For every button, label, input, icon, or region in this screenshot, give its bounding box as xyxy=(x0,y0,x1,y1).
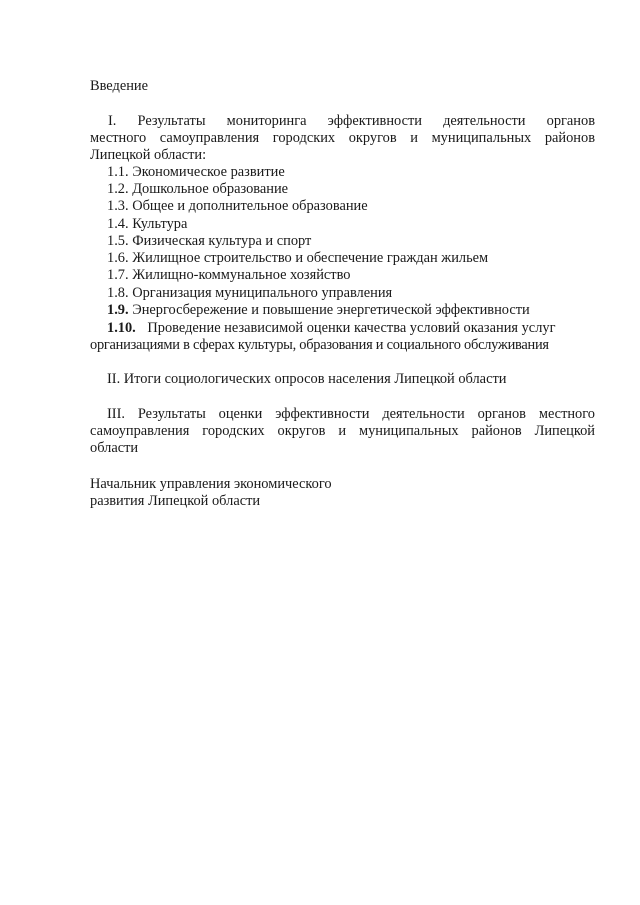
list-item xyxy=(107,250,488,267)
list-item xyxy=(107,267,350,284)
section-3-line-2: самоуправления городских округов и муниципальных районов Липецкой xyxy=(90,423,595,439)
item-text: Культура xyxy=(132,216,188,232)
section-3-line-3: области xyxy=(90,440,139,456)
item-number: 1.2. xyxy=(107,181,129,197)
signature-line-2: развития Липецкой области xyxy=(90,493,261,509)
item-text: Экономическое развитие xyxy=(132,164,285,180)
list-item xyxy=(107,181,288,198)
item-text: Жилищное строительство и обеспечение граждан жильем xyxy=(132,250,489,266)
section-2-heading xyxy=(107,371,612,388)
intro-text: Введение xyxy=(90,78,149,94)
section-1-line-2: местного самоуправления городских округов и муниципальных районов xyxy=(90,130,595,146)
list-item-continuation xyxy=(90,337,595,354)
section-1-line-3: Липецкой области: xyxy=(90,147,207,163)
intro-heading xyxy=(90,78,595,95)
item-number: 1.7. xyxy=(107,267,129,283)
item-number: 1.9. xyxy=(107,302,129,318)
item-number: 1.8. xyxy=(107,285,129,301)
item-number: 1.4. xyxy=(107,216,129,232)
item-text: Физическая культура и спорт xyxy=(132,233,312,249)
list-item xyxy=(107,302,530,319)
section-3-line-1: III. Результаты оценки эффективности деятельности органов местного xyxy=(107,406,595,422)
list-item xyxy=(107,198,368,215)
list-item xyxy=(107,216,187,233)
section-3-heading xyxy=(90,406,595,457)
item-10-line-2: организациями в сферах культуры, образования и социального обслуживания xyxy=(90,337,549,353)
list-item xyxy=(107,164,285,181)
signature-line-1: Начальник управления экономического xyxy=(90,476,332,492)
list-item xyxy=(107,233,311,250)
list-item xyxy=(107,285,392,302)
item-number: 1.1. xyxy=(107,164,129,180)
section-2-text: II. Итоги социологических опросов населения Липецкой области xyxy=(107,371,507,387)
item-text: Проведение независимой оценки качества условий оказания услуг xyxy=(147,320,556,336)
item-number: 1.6. xyxy=(107,250,129,266)
item-text: Общее и дополнительное образование xyxy=(132,198,368,214)
item-text: Жилищно-коммунальное хозяйство xyxy=(132,267,351,283)
section-1-heading xyxy=(90,113,595,164)
item-text: Энергосбережение и повышение энергетической эффективности xyxy=(132,302,530,318)
item-number: 1.3. xyxy=(107,198,129,214)
item-number: 1.10. xyxy=(107,320,136,336)
item-text: Дошкольное образование xyxy=(132,181,289,197)
section-1-line-1: I. Результаты мониторинга эффективности деятельности органов xyxy=(108,113,595,129)
signature-block xyxy=(90,476,595,510)
item-text: Организация муниципального управления xyxy=(132,285,393,301)
item-number: 1.5. xyxy=(107,233,129,249)
list-item xyxy=(107,320,555,337)
